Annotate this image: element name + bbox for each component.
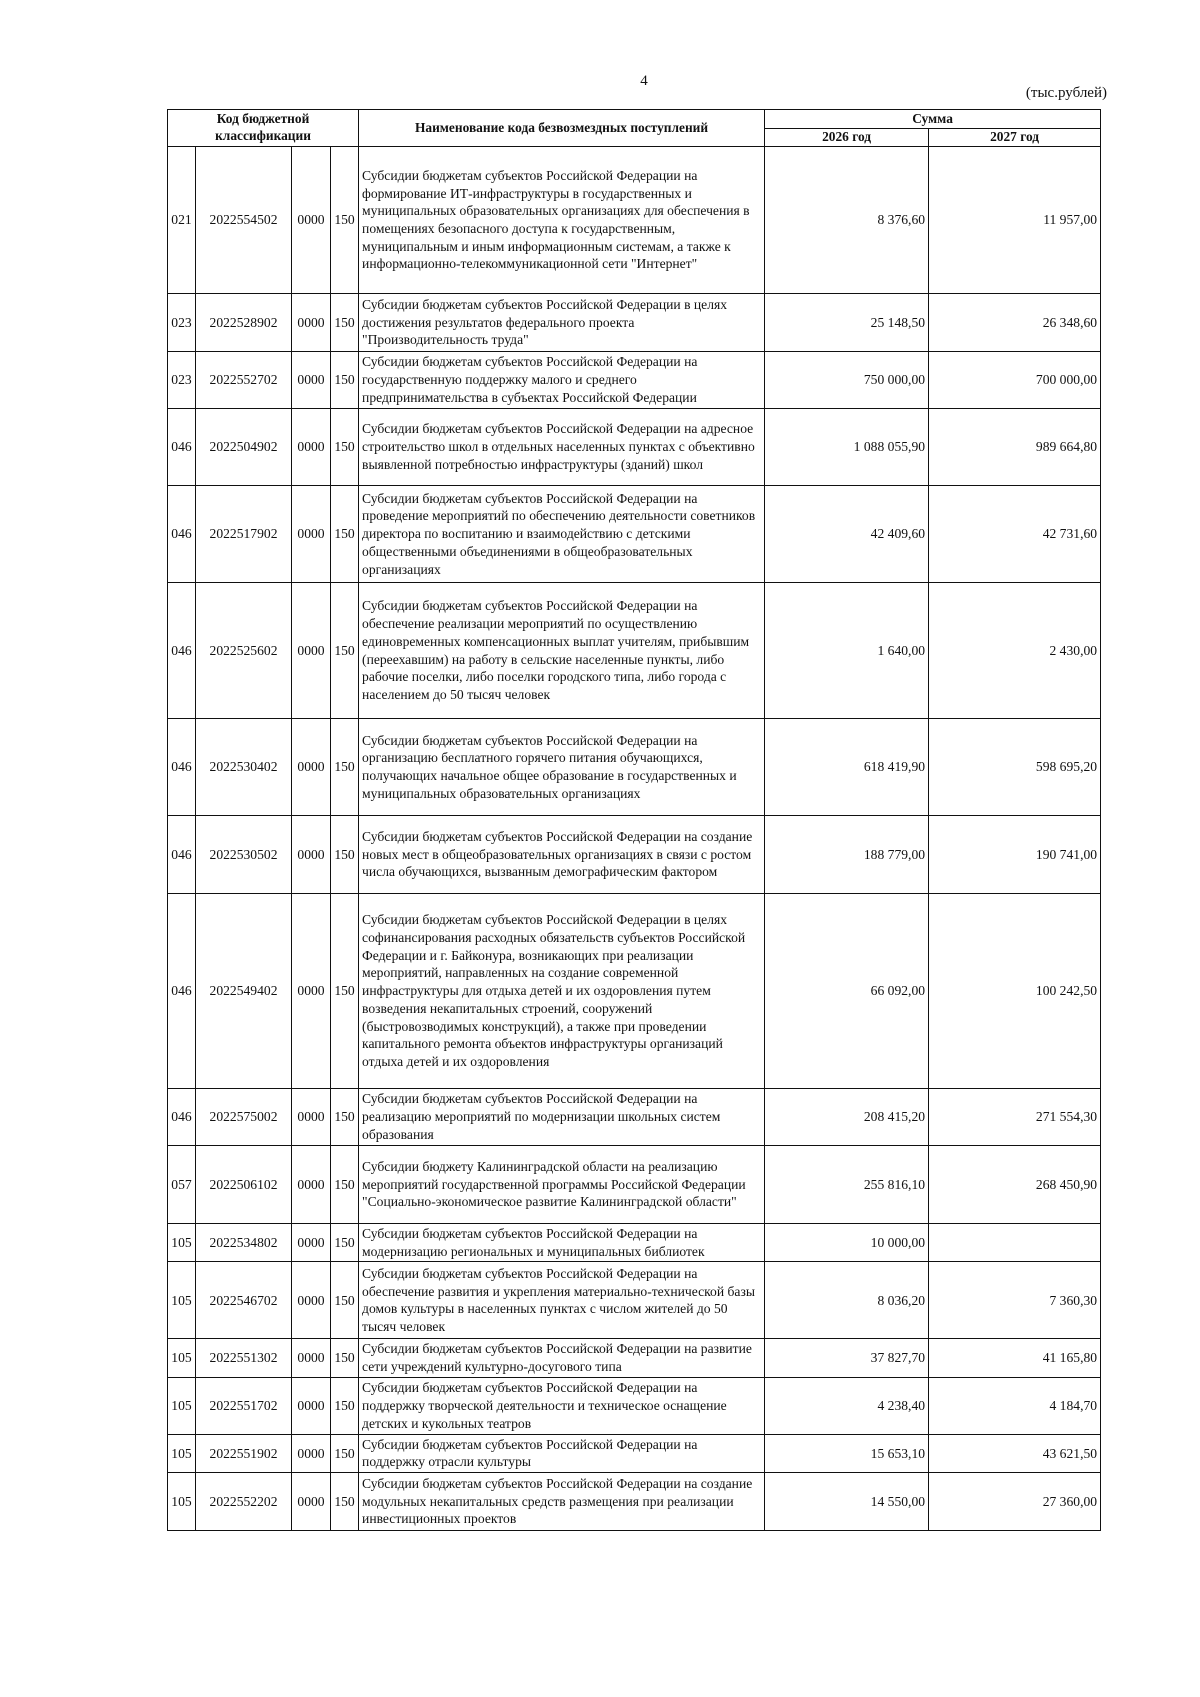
kosgu-code-cell: 150 xyxy=(331,1146,359,1224)
income-name-cell: Субсидии бюджетам субъектов Российской Федерации на создание модульных некапитальных средств размещения при реализации инвестиционных проектов xyxy=(359,1473,765,1531)
admin-code-cell: 046 xyxy=(168,583,196,719)
units-label: (тыс.рублей) xyxy=(1025,85,1107,101)
admin-code-cell: 105 xyxy=(168,1224,196,1262)
income-code-cell: 2022506102 xyxy=(196,1146,292,1224)
sum-2026-cell: 8 376,60 xyxy=(765,147,929,294)
sum-2027-cell: 42 731,60 xyxy=(929,486,1101,583)
sum-2027-cell: 268 450,90 xyxy=(929,1146,1101,1224)
kosgu-code-cell: 150 xyxy=(331,719,359,816)
kosgu-code-cell: 150 xyxy=(331,409,359,486)
kosgu-code-cell: 150 xyxy=(331,294,359,352)
admin-code-cell: 105 xyxy=(168,1434,196,1472)
sum-2027-cell: 2 430,00 xyxy=(929,583,1101,719)
subcode-cell: 0000 xyxy=(292,894,331,1089)
kosgu-code-cell: 150 xyxy=(331,1473,359,1531)
admin-code-cell: 105 xyxy=(168,1377,196,1434)
table-row xyxy=(168,1224,1101,1262)
subcode-cell: 0000 xyxy=(292,1434,331,1472)
sum-2026-cell: 42 409,60 xyxy=(765,486,929,583)
kosgu-code-cell: 150 xyxy=(331,147,359,294)
header-sum-group: Сумма xyxy=(765,110,1101,129)
sum-2026-cell: 1 640,00 xyxy=(765,583,929,719)
subcode-cell: 0000 xyxy=(292,294,331,352)
sum-2026-cell: 14 550,00 xyxy=(765,1473,929,1531)
income-code-cell: 2022504902 xyxy=(196,409,292,486)
income-code-cell: 2022525602 xyxy=(196,583,292,719)
sum-2026-cell: 25 148,50 xyxy=(765,294,929,352)
sum-2026-cell: 1 088 055,90 xyxy=(765,409,929,486)
income-name-cell: Субсидии бюджетам субъектов Российской Федерации на поддержку отрасли культуры xyxy=(359,1434,765,1472)
table-row xyxy=(168,147,1101,294)
subcode-cell: 0000 xyxy=(292,352,331,409)
admin-code-cell: 023 xyxy=(168,294,196,352)
subcode-cell: 0000 xyxy=(292,719,331,816)
subcode-cell: 0000 xyxy=(292,486,331,583)
admin-code-cell: 105 xyxy=(168,1262,196,1339)
income-name-cell: Субсидии бюджетам субъектов Российской Федерации в целях софинансирования расходных обязательств субъектов Российской Федерации и г. Байконура, возникающих при реализации мероприятий, направленных на создание современной инфраструктуры для отдыха детей и их оздоровления путем возведения некапитальных строений, сооружений (быстровозводимых конструкций), а также при проведении капитального ремонта объектов инфраструктуры организаций отдыха детей и их оздоровления xyxy=(359,894,765,1089)
sum-2027-cell xyxy=(929,1224,1101,1262)
sum-2027-cell: 11 957,00 xyxy=(929,147,1101,294)
sum-2027-cell: 27 360,00 xyxy=(929,1473,1101,1531)
table-row xyxy=(168,486,1101,583)
header-year-2027: 2027 год xyxy=(929,129,1101,147)
income-code-cell: 2022546702 xyxy=(196,1262,292,1339)
sum-2027-cell: 271 554,30 xyxy=(929,1089,1101,1146)
subcode-cell: 0000 xyxy=(292,147,331,294)
income-code-cell: 2022551902 xyxy=(196,1434,292,1472)
subcode-cell: 0000 xyxy=(292,1262,331,1339)
table-row xyxy=(168,1434,1101,1472)
sum-2027-cell: 7 360,30 xyxy=(929,1262,1101,1339)
table-row xyxy=(168,1339,1101,1377)
income-name-cell: Субсидии бюджетам субъектов Российской Федерации на реализацию мероприятий по модернизации школьных систем образования xyxy=(359,1089,765,1146)
income-name-cell: Субсидии бюджетам субъектов Российской Федерации на обеспечение развития и укрепления материально-технической базы домов культуры в населенных пунктах с числом жителей до 50 тысяч человек xyxy=(359,1262,765,1339)
income-code-cell: 2022530402 xyxy=(196,719,292,816)
budget-table xyxy=(167,109,1101,1531)
admin-code-cell: 046 xyxy=(168,486,196,583)
kosgu-code-cell: 150 xyxy=(331,486,359,583)
income-code-cell: 2022552702 xyxy=(196,352,292,409)
sum-2027-cell: 700 000,00 xyxy=(929,352,1101,409)
admin-code-cell: 021 xyxy=(168,147,196,294)
subcode-cell: 0000 xyxy=(292,1146,331,1224)
income-name-cell: Субсидии бюджетам субъектов Российской Федерации на адресное строительство школ в отдельных населенных пунктах с объективно выявленной потребностью инфраструктуры (зданий) школ xyxy=(359,409,765,486)
income-code-cell: 2022575002 xyxy=(196,1089,292,1146)
income-name-cell: Субсидии бюджетам субъектов Российской Федерации на поддержку творческой деятельности и техническое оснащение детских и кукольных театров xyxy=(359,1377,765,1434)
table-row xyxy=(168,894,1101,1089)
sum-2026-cell: 208 415,20 xyxy=(765,1089,929,1146)
admin-code-cell: 057 xyxy=(168,1146,196,1224)
sum-2026-cell: 188 779,00 xyxy=(765,816,929,894)
table-row xyxy=(168,352,1101,409)
sum-2027-cell: 100 242,50 xyxy=(929,894,1101,1089)
kosgu-code-cell: 150 xyxy=(331,352,359,409)
income-name-cell: Субсидии бюджетам субъектов Российской Федерации на модернизацию региональных и муниципальных библиотек xyxy=(359,1224,765,1262)
income-code-cell: 2022554502 xyxy=(196,147,292,294)
kosgu-code-cell: 150 xyxy=(331,1434,359,1472)
table-row xyxy=(168,409,1101,486)
admin-code-cell: 046 xyxy=(168,816,196,894)
subcode-cell: 0000 xyxy=(292,583,331,719)
admin-code-cell: 105 xyxy=(168,1473,196,1531)
sum-2026-cell: 255 816,10 xyxy=(765,1146,929,1224)
income-code-cell: 2022551702 xyxy=(196,1377,292,1434)
kosgu-code-cell: 150 xyxy=(331,1339,359,1377)
header-code-group: Код бюджетной классификации xyxy=(168,110,359,147)
table-row xyxy=(168,1473,1101,1531)
income-name-cell: Субсидии бюджетам субъектов Российской Федерации на обеспечение реализации мероприятий по осуществлению единовременных компенсационных выплат учителям, прибывшим (переехавшим) на работу в сельские населенные пункты, либо рабочие поселки, либо поселки городского типа, либо города с населением до 50 тысяч человек xyxy=(359,583,765,719)
kosgu-code-cell: 150 xyxy=(331,1377,359,1434)
table-row xyxy=(168,1377,1101,1434)
subcode-cell: 0000 xyxy=(292,1339,331,1377)
income-code-cell: 2022551302 xyxy=(196,1339,292,1377)
kosgu-code-cell: 150 xyxy=(331,816,359,894)
income-code-cell: 2022528902 xyxy=(196,294,292,352)
sum-2027-cell: 598 695,20 xyxy=(929,719,1101,816)
subcode-cell: 0000 xyxy=(292,409,331,486)
kosgu-code-cell: 150 xyxy=(331,583,359,719)
income-code-cell: 2022530502 xyxy=(196,816,292,894)
admin-code-cell: 105 xyxy=(168,1339,196,1377)
sum-2026-cell: 750 000,00 xyxy=(765,352,929,409)
admin-code-cell: 046 xyxy=(168,719,196,816)
table-row xyxy=(168,1146,1101,1224)
table-row xyxy=(168,1262,1101,1339)
table-row xyxy=(168,816,1101,894)
sum-2026-cell: 8 036,20 xyxy=(765,1262,929,1339)
sum-2027-cell: 989 664,80 xyxy=(929,409,1101,486)
sum-2026-cell: 66 092,00 xyxy=(765,894,929,1089)
admin-code-cell: 046 xyxy=(168,1089,196,1146)
income-code-cell: 2022549402 xyxy=(196,894,292,1089)
subcode-cell: 0000 xyxy=(292,1224,331,1262)
sum-2027-cell: 190 741,00 xyxy=(929,816,1101,894)
sum-2026-cell: 37 827,70 xyxy=(765,1339,929,1377)
table-row xyxy=(168,583,1101,719)
sum-2026-cell: 4 238,40 xyxy=(765,1377,929,1434)
income-code-cell: 2022517902 xyxy=(196,486,292,583)
income-name-cell: Субсидии бюджетам субъектов Российской Федерации в целях достижения результатов федерального проекта "Производительность труда" xyxy=(359,294,765,352)
income-name-cell: Субсидии бюджетам субъектов Российской Федерации на организацию бесплатного горячего питания обучающихся, получающих начальное общее образование в государственных и муниципальных образовательных организациях xyxy=(359,719,765,816)
sum-2027-cell: 4 184,70 xyxy=(929,1377,1101,1434)
sum-2026-cell: 15 653,10 xyxy=(765,1434,929,1472)
sum-2027-cell: 26 348,60 xyxy=(929,294,1101,352)
kosgu-code-cell: 150 xyxy=(331,1089,359,1146)
income-name-cell: Субсидии бюджетам субъектов Российской Федерации на государственную поддержку малого и среднего предпринимательства в субъектах Российской Федерации xyxy=(359,352,765,409)
admin-code-cell: 046 xyxy=(168,409,196,486)
header-year-2026: 2026 год xyxy=(765,129,929,147)
table-row xyxy=(168,719,1101,816)
sum-2026-cell: 618 419,90 xyxy=(765,719,929,816)
sum-2027-cell: 41 165,80 xyxy=(929,1339,1101,1377)
subcode-cell: 0000 xyxy=(292,1473,331,1531)
kosgu-code-cell: 150 xyxy=(331,894,359,1089)
income-code-cell: 2022552202 xyxy=(196,1473,292,1531)
table-row xyxy=(168,294,1101,352)
kosgu-code-cell: 150 xyxy=(331,1262,359,1339)
subcode-cell: 0000 xyxy=(292,816,331,894)
header-name: Наименование кода безвозмездных поступлений xyxy=(359,110,765,147)
subcode-cell: 0000 xyxy=(292,1089,331,1146)
table-row xyxy=(168,1089,1101,1146)
admin-code-cell: 023 xyxy=(168,352,196,409)
admin-code-cell: 046 xyxy=(168,894,196,1089)
sum-2026-cell: 10 000,00 xyxy=(765,1224,929,1262)
kosgu-code-cell: 150 xyxy=(331,1224,359,1262)
income-name-cell: Субсидии бюджету Калининградской области на реализацию мероприятий государственной программы Российской Федерации "Социально-экономическое развитие Калининградской области" xyxy=(359,1146,765,1224)
income-code-cell: 2022534802 xyxy=(196,1224,292,1262)
income-name-cell: Субсидии бюджетам субъектов Российской Федерации на создание новых мест в общеобразовательных организациях в связи с ростом числа обучающихся, вызванным демографическим фактором xyxy=(359,816,765,894)
subcode-cell: 0000 xyxy=(292,1377,331,1434)
sum-2027-cell: 43 621,50 xyxy=(929,1434,1101,1472)
page-number: 4 xyxy=(640,73,648,89)
income-name-cell: Субсидии бюджетам субъектов Российской Федерации на развитие сети учреждений культурно-досугового типа xyxy=(359,1339,765,1377)
table-body xyxy=(168,147,1101,1531)
income-name-cell: Субсидии бюджетам субъектов Российской Федерации на проведение мероприятий по обеспечению деятельности советников директора по воспитанию и взаимодействию с детскими общественными объединениями в общеобразовательных организациях xyxy=(359,486,765,583)
income-name-cell: Субсидии бюджетам субъектов Российской Федерации на формирование ИТ-инфраструктуры в государственных и муниципальных образовательных организациях для обеспечения в помещениях безопасного доступа к государственным, муниципальным и иным информационным системам, а также к информационно-телекоммуникационной сети "Интернет" xyxy=(359,147,765,294)
